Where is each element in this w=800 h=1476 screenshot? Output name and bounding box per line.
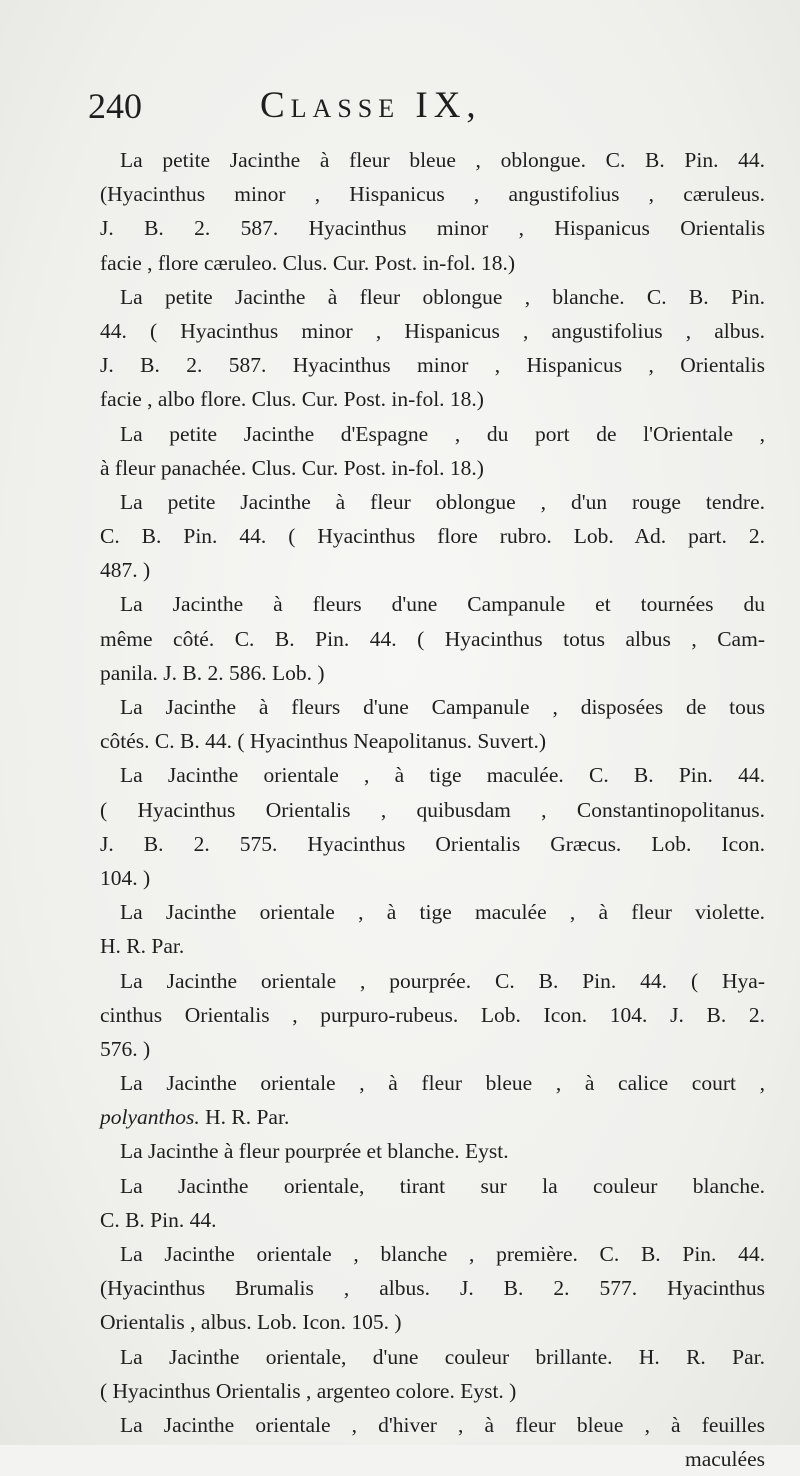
text-line: 104. ) [100,865,151,890]
text-line: J. B. 2. 587. Hyacinthus minor , Hispanicus Orientalis [100,216,765,241]
entry-11 [100,1134,765,1168]
italic-term: polyanthos. [100,1105,200,1130]
text-line: 576. ) [100,1036,151,1061]
text-line: même côté. C. B. Pin. 44. ( Hyacinthus totus albus , Cam- [100,626,765,651]
text-line: cinthus Orientalis , purpuro-rubeus. Lob. Icon. 104. J. B. 2. [100,1002,765,1027]
entry-5 [100,587,765,690]
entry-13 [100,1237,765,1340]
text-line: La petite Jacinthe d'Espagne , du port de l'Orientale , [120,421,765,446]
text-line: J. B. 2. 575. Hyacinthus Orientalis Græcus. Lob. Icon. [100,831,765,856]
text-line: La Jacinthe orientale , d'hiver , à fleur bleue , à feuilles [120,1412,765,1437]
entry-12 [100,1169,765,1237]
text-line: La petite Jacinthe à fleur oblongue , d'un rouge tendre. [120,489,765,514]
text-line: H. R. Par. [100,934,185,959]
text-line: (Hyacinthus minor , Hispanicus , angustifolius , cæruleus. [100,182,765,207]
text-line: 487. ) [100,558,151,583]
text-line: Orientalis , albus. Lob. Icon. 105. ) [100,1310,402,1335]
page-number: 240 [88,86,142,126]
entry-6 [100,690,765,758]
entry-14 [100,1340,765,1408]
text-line: facie , flore cæruleo. Clus. Cur. Post. in-fol. 18.) [100,250,515,275]
text-line: La Jacinthe orientale, d'une couleur brillante. H. R. Par. [120,1344,765,1369]
text-line: facie , albo flore. Clus. Cur. Post. in-fol. 18.) [100,387,484,412]
text-fragment: H. R. Par. [199,1105,290,1130]
text-line: à fleur panachée. Clus. Cur. Post. in-fol. 18.) [100,455,484,480]
entry-7 [100,758,765,895]
text-line: La Jacinthe à fleurs d'une Campanule et tournées du [120,592,765,617]
catchword: maculées [685,1447,765,1472]
text-line: La Jacinthe orientale , à fleur bleue , à calice court , [120,1071,765,1096]
entry-2 [100,280,765,417]
entry-15 [100,1408,765,1442]
text-line: La Jacinthe orientale , pourprée. C. B. Pin. 44. ( Hya- [120,968,765,993]
text-line: La Jacinthe à fleur pourprée et blanche. Eyst. [120,1139,509,1164]
text-line [100,1100,765,1134]
text-line: ( Hyacinthus Orientalis , argenteo colore. Eyst. ) [100,1378,517,1403]
text-line: (Hyacinthus Brumalis , albus. J. B. 2. 577. Hyacinthus [100,1276,765,1301]
running-title: Classe IX, [260,85,482,126]
text-line: C. B. Pin. 44. [100,1207,217,1232]
text-line: panila. J. B. 2. 586. Lob. ) [100,660,325,685]
text-line: La petite Jacinthe à fleur bleue , oblongue. C. B. Pin. 44. [120,148,765,172]
text-line: La Jacinthe orientale , blanche , première. C. B. Pin. 44. [120,1242,765,1266]
text-line: La petite Jacinthe à fleur oblongue , blanche. C. B. Pin. [120,284,765,309]
entry-4 [100,485,765,588]
entry-9 [100,964,765,1067]
entry-8 [100,895,765,963]
text-line: La Jacinthe orientale, tirant sur la couleur blanche. [120,1173,765,1198]
body-text [100,143,765,1476]
page-header [88,86,788,136]
text-line: 44. ( Hyacinthus minor , Hispanicus , angustifolius , albus. [100,318,765,343]
text-line: ( Hyacinthus Orientalis , quibusdam , Constantinopolitanus. [100,797,765,822]
entry-1 [100,143,765,280]
text-line: côtés. C. B. 44. ( Hyacinthus Neapolitanus. Suvert.) [100,729,547,754]
text-line: C. B. Pin. 44. ( Hyacinthus flore rubro. Lob. Ad. part. 2. [100,524,765,549]
text-line: La Jacinthe orientale , à tige maculée , à fleur violette. [120,900,765,925]
text-line: J. B. 2. 587. Hyacinthus minor , Hispanicus , Orientalis [100,353,765,378]
text-line: La Jacinthe à fleurs d'une Campanule , disposées de tous [120,695,765,719]
text-line: La Jacinthe orientale , à tige maculée. C. B. Pin. 44. [120,763,765,788]
entry-3 [100,417,765,485]
entry-10 [100,1066,765,1134]
